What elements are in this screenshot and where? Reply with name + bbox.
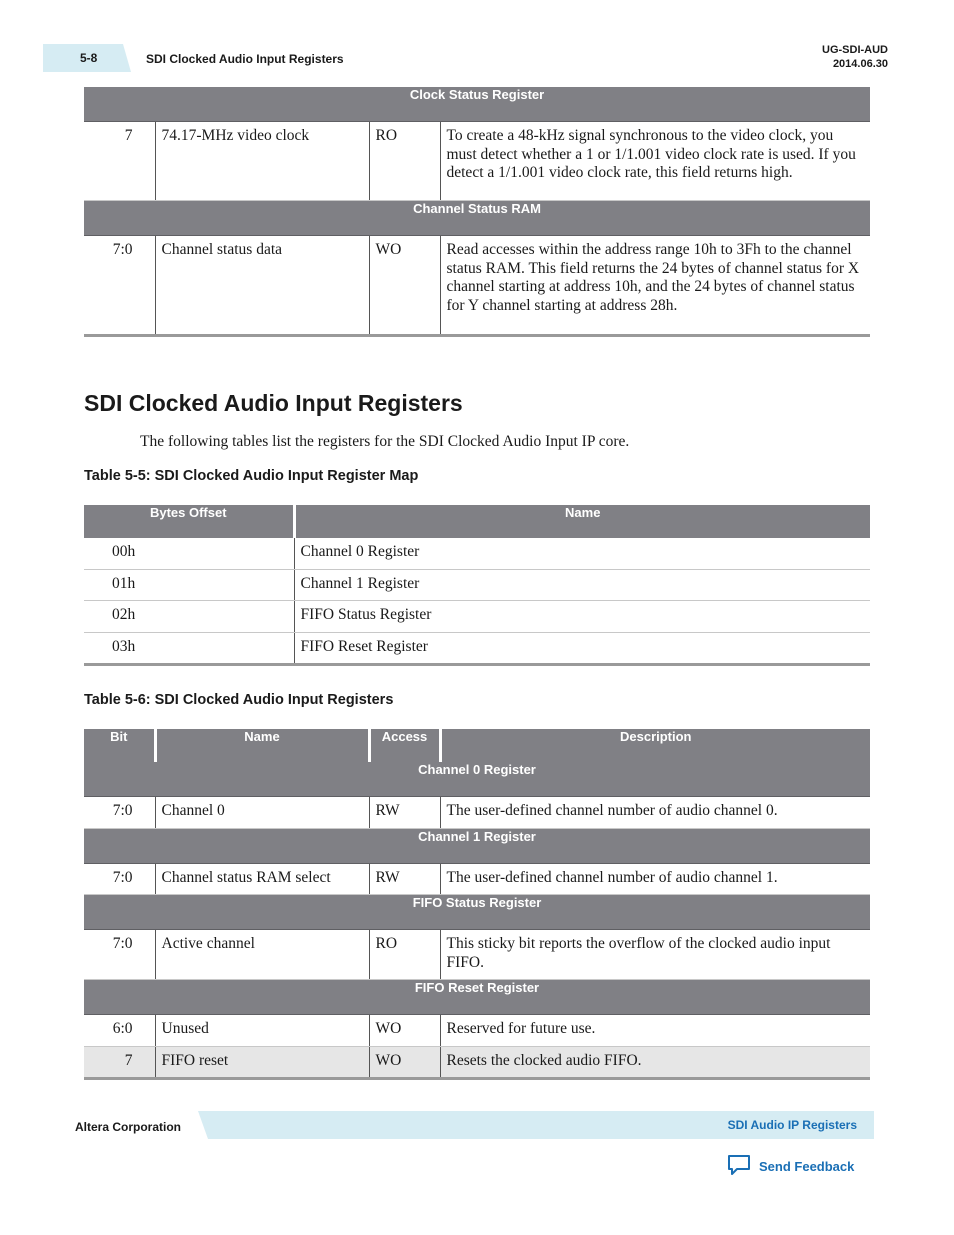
section-title: Clock Status Register xyxy=(84,87,870,122)
table-row xyxy=(84,930,870,980)
table-row xyxy=(84,1015,870,1047)
section-header-row xyxy=(84,201,870,236)
section-header-row xyxy=(84,762,870,797)
access-cell: WO xyxy=(369,1046,440,1079)
doc-id-block xyxy=(822,43,888,71)
table-header-row xyxy=(84,505,870,538)
description-cell: Reserved for future use. xyxy=(440,1015,870,1047)
column-header: Access xyxy=(369,729,440,762)
name-cell: Channel 1 Register xyxy=(294,569,870,601)
footer-company: Altera Corporation xyxy=(75,1120,182,1134)
section-title: Channel 0 Register xyxy=(84,762,870,797)
offset-cell: 03h xyxy=(84,632,294,665)
page-number: 5-8 xyxy=(80,51,98,65)
column-header: Name xyxy=(155,729,369,762)
name-cell: Channel 0 Register xyxy=(294,538,870,569)
name-cell: FIFO Reset Register xyxy=(294,632,870,665)
table-row xyxy=(84,538,870,569)
bit-cell: 6:0 xyxy=(84,1015,155,1047)
doc-date: 2014.06.30 xyxy=(832,58,888,70)
access-cell: RO xyxy=(369,122,440,201)
section-title: Channel 1 Register xyxy=(84,828,870,863)
column-header: Description xyxy=(440,729,870,762)
section-title: FIFO Status Register xyxy=(84,895,870,930)
table-row xyxy=(84,797,870,829)
table-header-row xyxy=(84,729,870,762)
table-row xyxy=(84,601,870,633)
offset-cell: 01h xyxy=(84,569,294,601)
footer-section-link[interactable]: SDI Audio IP Registers xyxy=(727,1118,857,1132)
description-cell: The user-defined channel number of audio channel 0. xyxy=(440,797,870,829)
description-cell: The user-defined channel number of audio channel 1. xyxy=(440,863,870,895)
name-cell: Channel status RAM select xyxy=(155,863,369,895)
table-row xyxy=(84,863,870,895)
name-cell: Active channel xyxy=(155,930,369,980)
offset-cell: 02h xyxy=(84,601,294,633)
bit-cell: 7:0 xyxy=(84,863,155,895)
table-row xyxy=(84,632,870,665)
access-cell: WO xyxy=(369,236,440,336)
description-cell: To create a 48-kHz signal synchronous to the video clock, you must detect whether a 1 or 1/1.001 video clock rate is used. If you detect a 1/1.001 video clock rate, this field returns high. xyxy=(440,122,870,201)
send-feedback-label: Send Feedback xyxy=(759,1159,855,1174)
speech-bubble-icon xyxy=(727,1154,751,1179)
section-header-row xyxy=(84,87,870,122)
name-cell: Unused xyxy=(155,1015,369,1047)
bit-cell: 7:0 xyxy=(84,930,155,980)
send-feedback-link[interactable] xyxy=(727,1154,854,1179)
bit-cell: 7:0 xyxy=(84,236,155,336)
description-cell: Read accesses within the address range 10h to 3Fh to the channel status RAM. This field returns the 24 bytes of channel status for X channel starting at address 10h, and the 24 bytes of channel status for Y channel starting at address 28h. xyxy=(440,236,870,336)
section-title: Channel Status RAM xyxy=(84,201,870,236)
table-caption: Table 5-6: SDI Clocked Audio Input Registers xyxy=(84,692,394,708)
intro-paragraph: The following tables list the registers for the SDI Clocked Audio Input IP core. xyxy=(140,433,630,450)
name-cell: Channel 0 xyxy=(155,797,369,829)
input-registers-table xyxy=(84,729,870,1080)
name-cell: FIFO reset xyxy=(155,1046,369,1079)
table-row xyxy=(84,236,870,336)
table-row xyxy=(84,1046,870,1079)
section-title: FIFO Reset Register xyxy=(84,980,870,1015)
access-cell: RO xyxy=(369,930,440,980)
description-cell: Resets the clocked audio FIFO. xyxy=(440,1046,870,1079)
section-heading: SDI Clocked Audio Input Registers xyxy=(84,390,463,416)
column-header: Name xyxy=(294,505,870,538)
section-header-row xyxy=(84,895,870,930)
table-row xyxy=(84,122,870,201)
name-cell: 74.17-MHz video clock xyxy=(155,122,369,201)
bit-cell: 7 xyxy=(84,1046,155,1079)
table-caption: Table 5-5: SDI Clocked Audio Input Register Map xyxy=(84,468,419,484)
clock-status-table xyxy=(84,87,870,337)
description-cell: This sticky bit reports the overflow of the clocked audio input FIFO. xyxy=(440,930,870,980)
section-header-row xyxy=(84,828,870,863)
name-cell: Channel status data xyxy=(155,236,369,336)
section-header-row xyxy=(84,980,870,1015)
access-cell: RW xyxy=(369,797,440,829)
running-title: SDI Clocked Audio Input Registers xyxy=(146,52,344,66)
bit-cell: 7:0 xyxy=(84,797,155,829)
doc-id: UG-SDI-AUD xyxy=(822,44,888,56)
column-header: Bit xyxy=(84,729,155,762)
offset-cell: 00h xyxy=(84,538,294,569)
bit-cell: 7 xyxy=(84,122,155,201)
column-header: Bytes Offset xyxy=(84,505,294,538)
access-cell: RW xyxy=(369,863,440,895)
register-map-table xyxy=(84,505,870,666)
access-cell: WO xyxy=(369,1015,440,1047)
table-row xyxy=(84,569,870,601)
name-cell: FIFO Status Register xyxy=(294,601,870,633)
